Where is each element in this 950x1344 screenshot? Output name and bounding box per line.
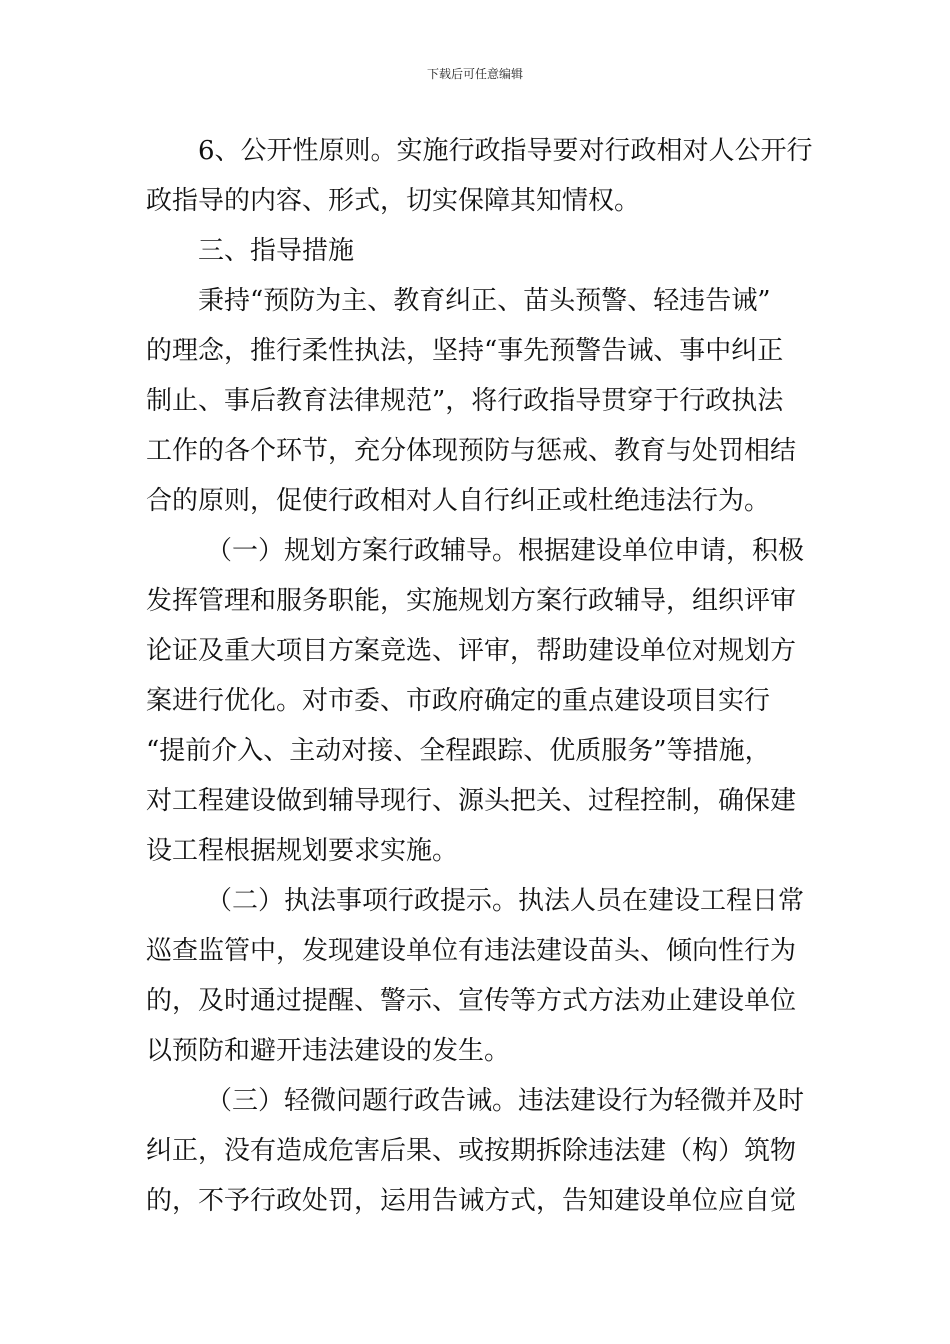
paragraph-line: 政指导的内容、形式，切实保障其知情权。 — [146, 186, 641, 216]
paragraph-line: 6、公开性原则。实施行政指导要对行政相对人公开行 — [198, 136, 813, 166]
paragraph-line: 纠正，没有造成危害后果、或按期拆除违法建（构）筑物 — [146, 1136, 797, 1166]
paragraph-line: 发挥管理和服务职能，实施规划方案行政辅导，组织评审 — [146, 586, 797, 616]
paragraph-line: 以预防和避开违法建设的发生。 — [146, 1036, 511, 1066]
subsection-line: （一）规划方案行政辅导。根据建设单位申请，积极 — [206, 536, 805, 566]
paragraph-line: 工作的各个环节，充分体现预防与惩戒、教育与处罚相结 — [146, 436, 797, 466]
paragraph-line: 的，及时通过提醒、警示、宣传等方式方法劝止建设单位 — [146, 986, 797, 1016]
paragraph-line: 的，不予行政处罚，运用告诫方式，告知建设单位应自觉 — [146, 1186, 797, 1216]
paragraph-line: 案进行优化。对市委、市政府确定的重点建设项目实行 — [146, 686, 771, 716]
paragraph-line: 设工程根据规划要求实施。 — [146, 836, 459, 866]
page-header: 下载后可任意编辑 — [426, 67, 523, 81]
paragraph-line: “提前介入、主动对接、全程跟踪、优质服务”等措施， — [146, 736, 771, 766]
paragraph-line: 巡查监管中，发现建设单位有违法建设苗头、倾向性行为 — [146, 936, 797, 966]
document-body — [146, 126, 813, 1226]
section-heading: 三、指导措施 — [198, 236, 355, 266]
paragraph-line: 合的原则，促使行政相对人自行纠正或杜绝违法行为。 — [146, 486, 771, 516]
subsection-line: （三）轻微问题行政告诫。违法建设行为轻微并及时 — [206, 1086, 805, 1116]
paragraph-line: 制止、事后教育法律规范”，将行政指导贯穿于行政执法 — [146, 386, 784, 416]
paragraph-line: 对工程建设做到辅导现行、源头把关、过程控制，确保建 — [146, 786, 797, 816]
paragraph-line: 论证及重大项目方案竞选、评审，帮助建设单位对规划方 — [146, 636, 797, 666]
paragraph-line: 秉持“预防为主、教育纠正、苗头预警、轻违告诫” — [198, 286, 771, 316]
subsection-line: （二）执法事项行政提示。执法人员在建设工程日常 — [206, 886, 805, 916]
paragraph-line: 的理念，推行柔性执法，坚持“事先预警告诫、事中纠正 — [146, 336, 784, 366]
